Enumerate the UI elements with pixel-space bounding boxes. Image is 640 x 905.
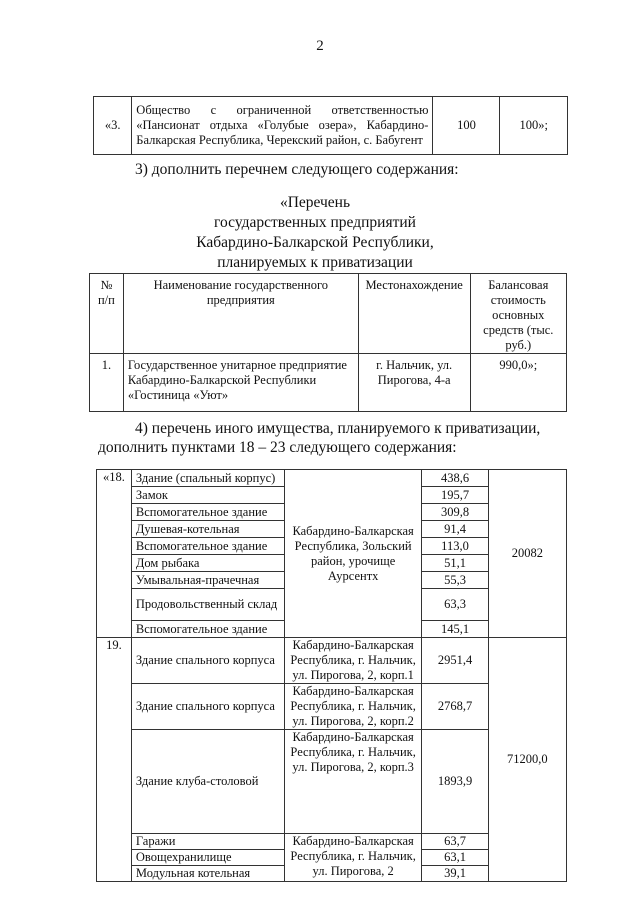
item18-row-value: 309,8 bbox=[422, 504, 488, 521]
item19-row-name: Здание спального корпуса bbox=[131, 684, 284, 730]
item19-total: 71200,0 bbox=[488, 638, 566, 882]
item18-row-name: Дом рыбака bbox=[131, 555, 284, 572]
list-title-line: государственных предприятий bbox=[214, 214, 416, 231]
header-name: Наименование государственного предприятия bbox=[123, 274, 358, 354]
header-value: Балансовая стоимость основных средств (тыс. руб.) bbox=[470, 274, 566, 354]
item19-row-value: 2768,7 bbox=[422, 684, 488, 730]
item19-group-row-value: 63,1 bbox=[422, 850, 488, 866]
item18-row-value: 51,1 bbox=[422, 555, 488, 572]
item18-row-value: 91,4 bbox=[422, 521, 488, 538]
enterprise-name: Государственное унитарное предприятие Кабардино-Балкарской Республики «Гостиница «Уют» bbox=[123, 354, 358, 412]
enterprise-value: 990,0»; bbox=[470, 354, 566, 412]
item19-row-name: Здание спального корпуса bbox=[131, 638, 284, 684]
item18-row-name: Замок bbox=[131, 487, 284, 504]
item19-row-location: Кабардино-Балкарская Республика, г. Нальчик, ул. Пирогова, 2, корп.3 bbox=[284, 730, 421, 834]
table-enterprises bbox=[89, 273, 567, 412]
item19-number: 19. bbox=[97, 638, 132, 882]
item18-row-value: 145,1 bbox=[422, 621, 488, 638]
paragraph-3: 3) дополнить перечнем следующего содержания: bbox=[135, 161, 459, 178]
top-item-number: «3. bbox=[94, 97, 132, 155]
item19-row-location: Кабардино-Балкарская Республика, г. Нальчик, ул. Пирогова, 2, корп.1 bbox=[284, 638, 421, 684]
item18-row-value: 63,3 bbox=[422, 589, 488, 621]
item18-row-name: Вспомогательное здание bbox=[131, 621, 284, 638]
item18-number: «18. bbox=[97, 470, 132, 638]
item18-total: 20082 bbox=[488, 470, 566, 638]
item18-location: Кабардино-Балкарская Республика, Зольский район, урочище Аурсентх bbox=[284, 470, 421, 638]
item19-group-row-name: Овощехранилище bbox=[131, 850, 284, 866]
enterprise-number: 1. bbox=[90, 354, 124, 412]
item18-row-value: 113,0 bbox=[422, 538, 488, 555]
table-top bbox=[93, 96, 568, 155]
paragraph-4-line1: 4) перечень иного имущества, планируемого к приватизации, bbox=[135, 420, 541, 437]
item19-group-location: Кабардино-Балкарская Республика, г. Нальчик, ул. Пирогова, 2 bbox=[284, 834, 421, 882]
table-property bbox=[96, 469, 567, 882]
item19-group-row-name: Модульная котельная bbox=[131, 866, 284, 882]
item18-row-name: Вспомогательное здание bbox=[131, 504, 284, 521]
header-location: Местонахождение bbox=[358, 274, 470, 354]
top-item-name: Общество с ограниченной ответственностью «Пансионат отдыха «Голубые озера», Кабардино-Балкарская Республика, Черекский район, с. Бабугент bbox=[132, 97, 433, 155]
item18-row-name: Душевая-котельная bbox=[131, 521, 284, 538]
top-item-share2: 100»; bbox=[500, 97, 568, 155]
item18-row-name: Здание (спальный корпус) bbox=[131, 470, 284, 487]
page-number: 2 bbox=[316, 38, 324, 54]
paragraph-4-line2: дополнить пунктами 18 – 23 следующего содержания: bbox=[98, 439, 457, 456]
item19-row-location: Кабардино-Балкарская Республика, г. Нальчик, ул. Пирогова, 2, корп.2 bbox=[284, 684, 421, 730]
list-title-line: «Перечень bbox=[279, 194, 351, 211]
item18-row-name: Вспомогательное здание bbox=[131, 538, 284, 555]
item19-group-row-value: 63,7 bbox=[422, 834, 488, 850]
item18-row-value: 195,7 bbox=[422, 487, 488, 504]
item18-row-value: 438,6 bbox=[422, 470, 488, 487]
enterprise-location: г. Нальчик, ул. Пирогова, 4-а bbox=[358, 354, 470, 412]
header-number: № п/п bbox=[90, 274, 124, 354]
list-title-line: планируемых к приватизации bbox=[217, 254, 413, 271]
list-title bbox=[150, 193, 480, 273]
item19-group-row-name: Гаражи bbox=[131, 834, 284, 850]
item19-row-name: Здание клуба-столовой bbox=[131, 730, 284, 834]
list-title-line: Кабардино-Балкарской Республики, bbox=[196, 234, 434, 251]
item19-group-row-value: 39,1 bbox=[422, 866, 488, 882]
item18-row-name: Продовольственный склад bbox=[131, 589, 284, 621]
item18-row-value: 55,3 bbox=[422, 572, 488, 589]
top-item-share1: 100 bbox=[433, 97, 500, 155]
item18-row-name: Умывальная-прачечная bbox=[131, 572, 284, 589]
item19-row-value: 2951,4 bbox=[422, 638, 488, 684]
item19-row-value: 1893,9 bbox=[422, 730, 488, 834]
